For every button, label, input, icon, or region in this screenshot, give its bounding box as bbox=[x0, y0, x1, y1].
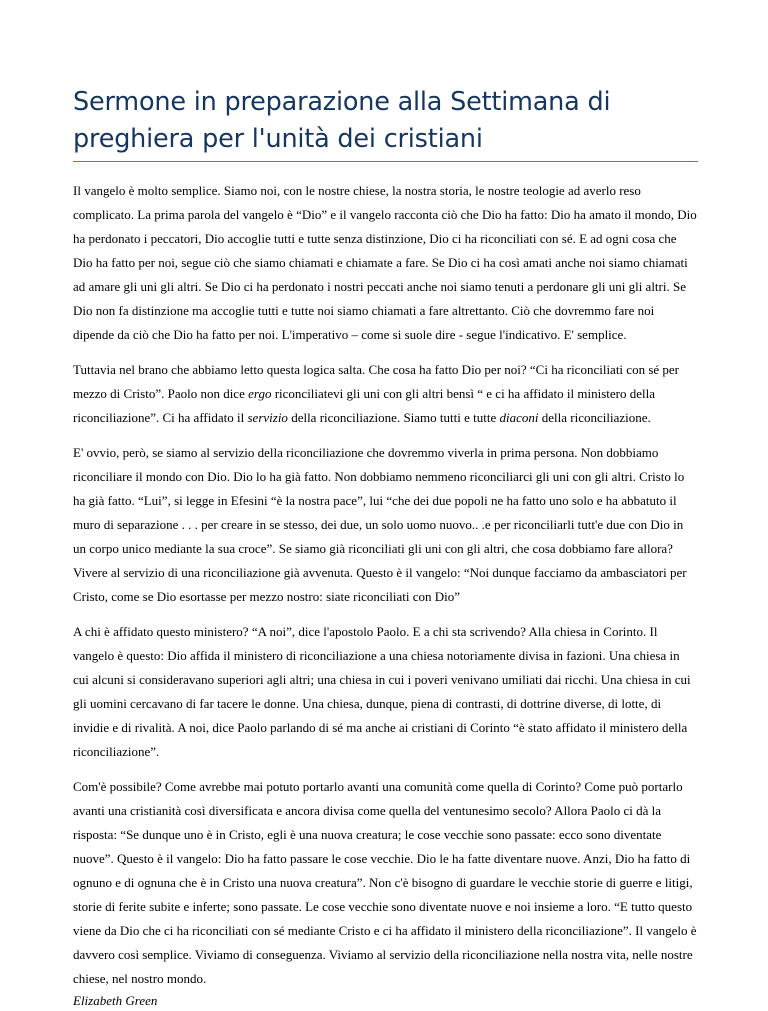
paragraph-4: A chi è affidato questo ministero? “A noi”, dice l'apostolo Paolo. E a chi sta scrivendo? Alla chiesa in Corinto. Il vangelo è questo: Dio affida il ministero di riconciliazione a una chiesa notoriamente divisa in fazioni. Una chiesa in cui alcuni si consideravano superiori agli altri; una chiesa in cui i poveri venivano umiliati dai ricchi. Una chiesa in cui gli uomini cercavano di far tacere le donne. Una chiesa, dunque, piena di contrasti, di dottrine diverse, di lotte, di invidie e di rivalità. A noi, dice Paolo parlando di sé ma anche ai cristiani di Corinto “è stato affidato il ministero della riconciliazione”. bbox=[73, 624, 691, 759]
title-line-1: Sermone in preparazione alla Settimana di bbox=[73, 87, 611, 117]
paragraph-3: E' ovvio, però, se siamo al servizio della riconciliazione che dovremmo viverla in prima persona. Non dobbiamo riconciliare il mondo con Dio. Dio lo ha già fatto. Non dobbiamo nemmeno riconciliarci gli uni con gli altri. Cristo lo ha già fatto. “Lui”, si legge in Efesini “è la nostra pace”, lui “che dei due popoli ne ha fatto uno solo e ha abbatuto il muro di separazione . . . per creare in se stesso, dei due, un solo uomo nuovo.. .e per riconciliarli tutt'e due con Dio in un corpo unico mediante la sua croce”. Se siamo già riconciliati gli uni con gli altri, che cosa dobbiamo fare allora? Vivere al servizio di una riconciliazione già avvenuta. Questo è il vangelo: “Noi dunque facciamo da ambasciatori per Cristo, come se Dio esortasse per mezzo nostro: siate riconciliati con Dio” bbox=[73, 445, 687, 604]
emphasis-diaconi: diaconi bbox=[499, 410, 539, 425]
paragraph-5: Com'è possibile? Come avrebbe mai potuto portarlo avanti una comunità come quella di Corinto? Come può portarlo avanti una cristianità così diversificata e ancora divisa come quella del ventunesimo secolo? Allora Paolo ci dà la risposta: “Se dunque uno è in Cristo, egli è una nuova creatura; le cose vecchie sono passate: ecco sono diventate nuove”. Questo è il vangelo: Dio ha fatto passare le cose vecchie. Dio le ha fatte diventare nuove. Anzi, Dio ha fatto di ognuno e di ognuna che è in Cristo una nuova creatura”. Non c'è bisogno di guardare le vecchie storie di guerre e litigi, storie di ferite subite e inferte; sono passate. Le cose vecchie sono diventate nuove e noi insieme a loro. “E tutto questo viene da Dio che ci ha riconciliati con sé mediante Cristo e ci ha affidato il ministero della riconciliazione”. Il vangelo è davvero così semplice. Viviamo di conseguenza. Viviamo al servizio della riconciliazione nella nostra vita, nelle nostre chiese, nel nostro mondo. bbox=[73, 779, 697, 986]
document-body bbox=[73, 179, 698, 1011]
paragraph-2: Tuttavia nel brano che abbiamo letto questa logica salta. Che cosa ha fatto Dio per noi? “Ci ha riconciliati con sé per mezzo di Cristo”. Paolo non dice ergo riconciliatevi gli uni con gli altri bensì “ e ci ha affidato il ministero della riconciliazione”. Ci ha affidato il servizio della riconciliazione. Siamo tutti e tutte diaconi della riconciliazione. bbox=[73, 362, 679, 425]
emphasis-servizio: servizio bbox=[247, 410, 288, 425]
emphasis-ergo: ergo bbox=[248, 386, 272, 401]
document-page bbox=[73, 0, 698, 1011]
paragraph-1: Il vangelo è molto semplice. Siamo noi, con le nostre chiese, la nostra storia, le nostre teologie ad averlo reso complicato. La prima parola del vangelo è “Dio” e il vangelo racconta ciò che Dio ha fatto: Dio ha amato il mondo, Dio ha perdonato i peccatori, Dio accoglie tutti e tutte senza distinzione, Dio ci ha riconciliati con sé. E ad ogni cosa che Dio ha fatto per noi, segue ciò che siamo chiamati e chiamate a fare. Se Dio ci ha così amati anche noi siamo chiamati ad amare gli uni gli altri. Se Dio ci ha perdonato i nostri peccati anche noi siamo tenuti a perdonare gli uni gli altri. Se Dio non fa distinzione ma accoglie tutti e tutte noi siamo chiamati a fare altrettanto. Ciò che dovremmo fare noi dipende da ciò che Dio ha fatto per noi. L'imperativo – come si suole dire - segue l'indicativo. E' semplice. bbox=[73, 183, 697, 342]
title-line-2: preghiera per l'unità dei cristiani bbox=[73, 124, 483, 154]
author-signature: Elizabeth Green bbox=[73, 993, 158, 1008]
page-title bbox=[73, 0, 698, 162]
